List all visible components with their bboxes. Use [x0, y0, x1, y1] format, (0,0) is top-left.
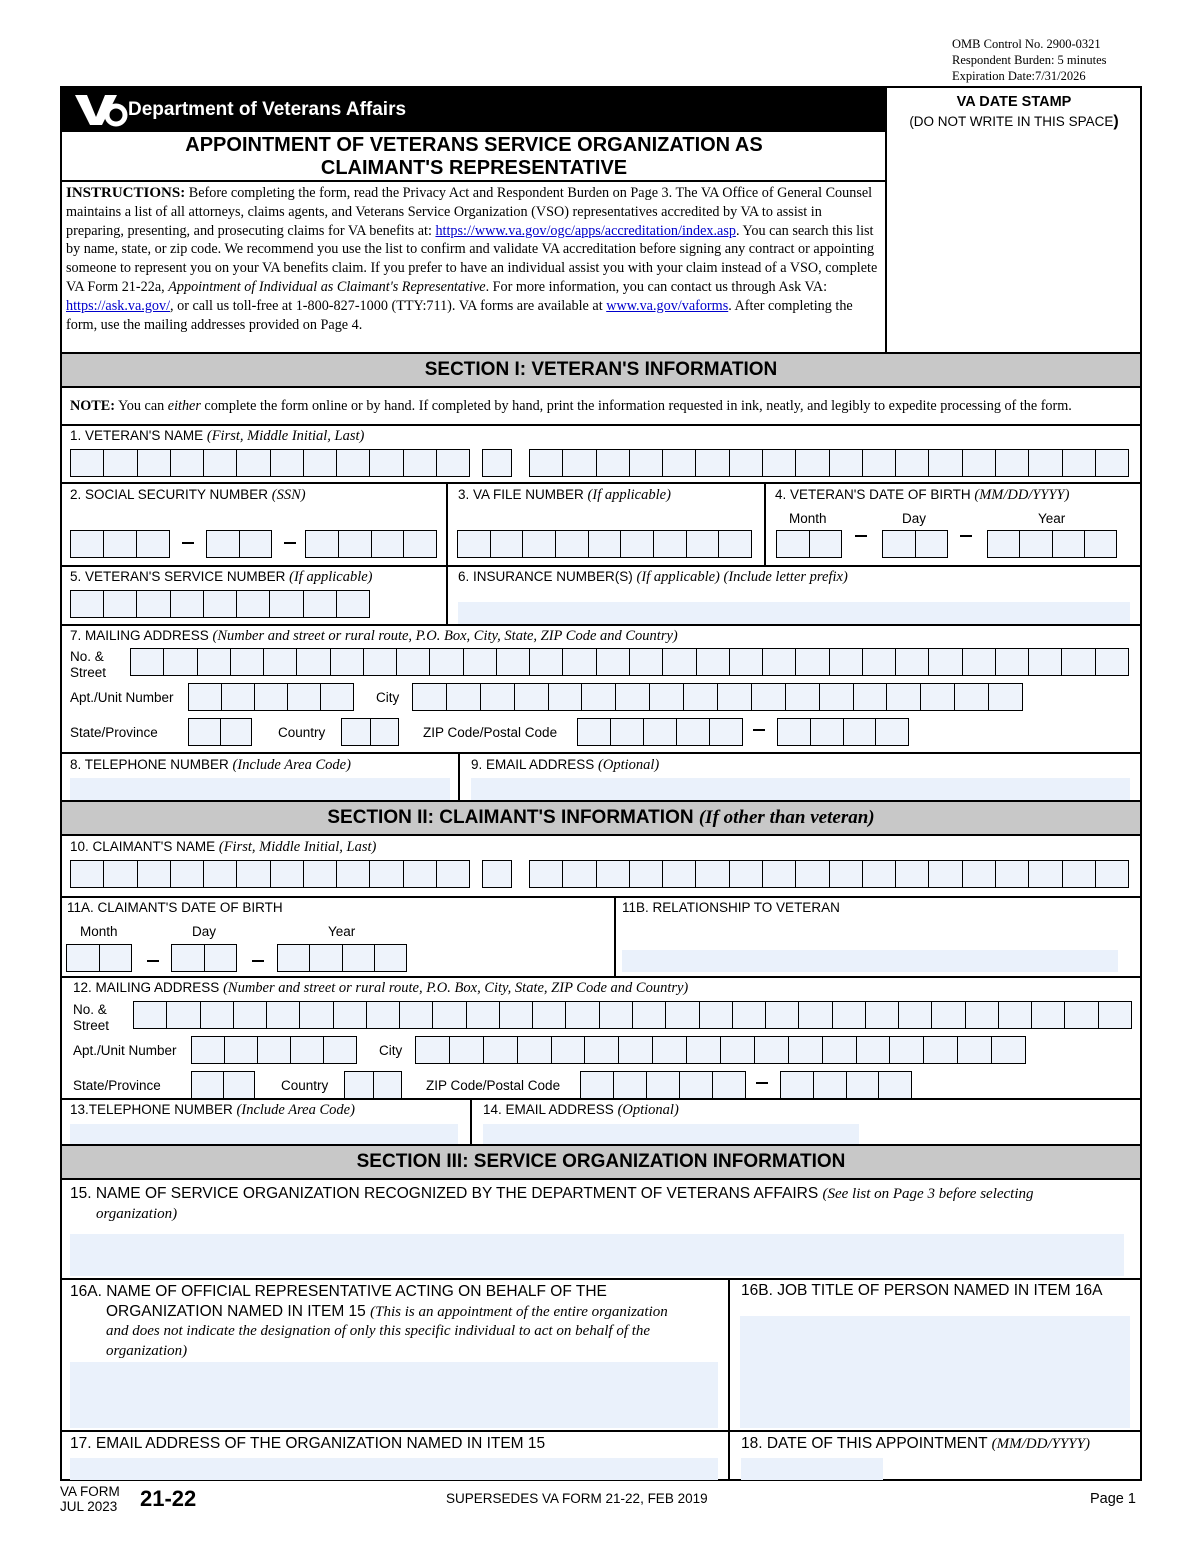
claimant-country-label: Country: [281, 1078, 329, 1093]
claimant-apt-label: Apt./Unit Number: [73, 1043, 177, 1058]
instructions-label: INSTRUCTIONS:: [66, 185, 186, 201]
agency-header-bar: [62, 88, 886, 130]
section-1-header: [62, 352, 1140, 388]
job-title-input[interactable]: [740, 1316, 1130, 1428]
agency-name: Department of Veterans Affairs: [128, 99, 407, 120]
divider: [446, 482, 448, 624]
apt-label: Apt./Unit Number: [70, 690, 174, 705]
veteran-email-input[interactable]: [471, 778, 1130, 800]
instructions-text-5: . After completing the form, use the mailing addresses provided on Page 4.: [66, 297, 853, 333]
form-title: [62, 130, 886, 182]
service-organization-input[interactable]: [70, 1234, 1124, 1276]
dash: [182, 542, 194, 544]
dob-day-label: Day: [902, 511, 927, 526]
section-1-note: [70, 398, 1072, 415]
note-either: either: [167, 398, 201, 414]
divider: [62, 482, 1140, 484]
item-9-hint: (Optional): [598, 757, 660, 773]
claimant-street-input[interactable]: [133, 1001, 1132, 1029]
veteran-street-input[interactable]: [130, 648, 1129, 676]
dash: [855, 535, 867, 537]
veteran-dob-year-input[interactable]: [987, 530, 1117, 558]
divider: [458, 752, 460, 800]
item-16a-hint-2: and does not indicate the designation of only this specific individual to act on behalf of the: [106, 1323, 651, 1339]
claimant-dob-year-input[interactable]: [277, 944, 407, 972]
relationship-input[interactable]: [622, 950, 1118, 972]
divider: [62, 1278, 1140, 1280]
item-14-text: 14. EMAIL ADDRESS: [483, 1102, 618, 1117]
claimant-zip-ext-input[interactable]: [780, 1071, 912, 1099]
claimant-email-input[interactable]: [483, 1124, 859, 1146]
claimant-zip-input[interactable]: [580, 1071, 746, 1099]
claimant-no-street-line2: Street: [73, 1018, 110, 1033]
section-3-title: SECTION III: SERVICE ORGANIZATION INFORMATION: [356, 1151, 846, 1172]
item-4-label: [775, 487, 1069, 504]
item-8-label: [70, 757, 351, 774]
note-label: NOTE:: [70, 398, 115, 414]
item-7-text: 7. MAILING ADDRESS: [70, 628, 213, 643]
instructions-text-3: . For more information, you can contact us through Ask VA:: [485, 278, 828, 295]
organization-email-input[interactable]: [70, 1458, 718, 1480]
item-16a-line2-wrap: [70, 1302, 710, 1323]
claimant-no-street-line1: No. &: [73, 1002, 107, 1017]
ssn-part3-input[interactable]: [305, 530, 437, 558]
section-1-title: SECTION I: VETERAN'S INFORMATION: [424, 359, 778, 380]
state-label: State/Province: [70, 725, 158, 740]
item-10-hint: (First, Middle Initial, Last): [218, 839, 377, 855]
item-5-hint: (If applicable): [289, 569, 373, 585]
claimant-city-input[interactable]: [415, 1036, 1026, 1064]
country-label: Country: [278, 725, 326, 740]
item-6-text: 6. INSURANCE NUMBER(S): [458, 569, 637, 584]
claimant-no-street-label: [73, 1002, 109, 1034]
ssn-part1-input[interactable]: [70, 530, 170, 558]
claimant-dob-day-label: Day: [192, 924, 217, 939]
item-12-label: [73, 980, 688, 997]
claimant-city-label: City: [379, 1043, 403, 1058]
no-street-line1: No. &: [70, 649, 104, 664]
item-4-hint: (MM/DD/YYYY): [974, 487, 1070, 503]
footer-form-id: [60, 1484, 120, 1514]
claimant-country-input[interactable]: [344, 1071, 402, 1099]
instructions: [66, 184, 880, 334]
item-15-text: 15. NAME OF SERVICE ORGANIZATION RECOGNIZED BY THE DEPARTMENT OF VETERANS AFFAIRS: [70, 1185, 823, 1202]
veteran-phone-input[interactable]: [70, 778, 450, 800]
item-11b-label: 11B. RELATIONSHIP TO VETERAN: [622, 900, 840, 915]
footer-page-number: Page 1: [1090, 1491, 1136, 1507]
ask-va-link[interactable]: https://ask.va.gov/: [66, 297, 171, 314]
divider: [62, 624, 1140, 626]
item-13-hint: (Include Area Code): [236, 1102, 355, 1118]
veteran-zip-ext-input[interactable]: [777, 718, 909, 746]
claimant-phone-input[interactable]: [70, 1124, 458, 1146]
divider: [764, 482, 766, 566]
section-2-title: SECTION II: CLAIMANT'S INFORMATION: [327, 807, 699, 828]
item-1-hint: (First, Middle Initial, Last): [206, 428, 365, 444]
divider: [614, 896, 616, 976]
footer-date: JUL 2023: [60, 1499, 118, 1514]
date-stamp-divider: [885, 88, 887, 352]
item-9-label: [471, 757, 659, 774]
dash: [252, 960, 264, 962]
item-16a-hint-3: organization): [106, 1342, 188, 1359]
claimant-dob-year-label: Year: [328, 924, 356, 939]
divider: [62, 896, 1140, 898]
divider: [62, 565, 1140, 567]
dash: [284, 542, 296, 544]
veteran-country-input[interactable]: [341, 718, 399, 746]
instructions-form-title: Appointment of Individual as Claimant's Representative: [168, 278, 486, 295]
section-2-hint: (If other than veteran): [698, 807, 875, 828]
representative-name-input[interactable]: [70, 1362, 718, 1428]
item-16a-label: [70, 1282, 710, 1361]
footer-supersedes: SUPERSEDES VA FORM 21-22, FEB 2019: [446, 1491, 708, 1506]
insurance-number-input[interactable]: [458, 602, 1130, 624]
note-text-2: complete the form online or by hand. If completed by hand, print the information requested in ink, neatly, and legibly to expedite processing of the form.: [200, 398, 1072, 414]
dash: [756, 1082, 768, 1084]
item-1-text: 1. VETERAN'S NAME: [70, 428, 207, 443]
section-3-header: [62, 1144, 1140, 1180]
veteran-zip-input[interactable]: [577, 718, 743, 746]
dash: [960, 535, 972, 537]
item-6-label: [458, 569, 848, 586]
note-text-1: You can: [114, 398, 168, 414]
veteran-apt-input[interactable]: [188, 683, 354, 711]
item-5-text: 5. VETERAN'S SERVICE NUMBER: [70, 569, 290, 584]
item-15-hint-2: organization): [96, 1206, 178, 1222]
item-13-label: [70, 1102, 355, 1119]
footer-va-form: VA FORM: [60, 1484, 120, 1499]
item-6-hint: (If applicable) (Include letter prefix): [636, 569, 848, 585]
form-title-line2: CLAIMANT'S REPRESENTATIVE: [320, 157, 628, 179]
item-4-text: 4. VETERAN'S DATE OF BIRTH: [775, 487, 975, 502]
va-logo: [72, 91, 128, 127]
claimant-first-name-input[interactable]: [70, 860, 470, 888]
omb-burden: Respondent Burden: 5 minutes: [952, 53, 1107, 67]
dob-month-label: Month: [789, 511, 827, 526]
item-8-hint: (Include Area Code): [232, 757, 351, 773]
date-stamp-title: VA DATE STAMP: [956, 94, 1072, 110]
form-title-line1: APPOINTMENT OF VETERANS SERVICE ORGANIZATION AS: [185, 134, 763, 156]
item-15-hint: (See list on Page 3 before selecting: [822, 1186, 1034, 1202]
omb-control: OMB Control No. 2900-0321: [952, 37, 1101, 51]
no-street-label: [70, 649, 106, 681]
claimant-state-input[interactable]: [191, 1071, 255, 1099]
item-3-label: [458, 487, 671, 504]
va-forms-link[interactable]: www.va.gov/vaforms: [606, 297, 729, 314]
veteran-service-number-input[interactable]: [70, 590, 370, 618]
item-5-label: [70, 569, 373, 586]
date-stamp-note-wrap: [888, 113, 1140, 131]
item-2-text: 2. SOCIAL SECURITY NUMBER: [70, 487, 272, 502]
item-9-text: 9. EMAIL ADDRESS: [471, 757, 599, 772]
claimant-state-label: State/Province: [73, 1078, 161, 1093]
item-3-hint: (If applicable): [587, 487, 671, 503]
divider: [62, 424, 1140, 426]
omb-info: [952, 36, 1107, 84]
item-13-text: 13.TELEPHONE NUMBER: [70, 1102, 237, 1117]
item-14-label: [483, 1102, 679, 1119]
item-17-label: 17. EMAIL ADDRESS OF THE ORGANIZATION NAMED IN ITEM 15: [70, 1435, 546, 1452]
item-11a-label: 11A. CLAIMANT'S DATE OF BIRTH: [67, 900, 283, 915]
item-15-label: [70, 1184, 1070, 1224]
item-1-label: [70, 428, 364, 445]
instructions-text-2: . You can search this list by name, state, or zip code. We recommend you use the list to confirm and validate VA accreditation before signing any contract or appointing someone to represent you on your VA benefits claim. If you prefer to have an individual assist you with your claim instead of a VSO, complete VA Form 21-22a,: [66, 222, 878, 295]
item-7-label: [70, 628, 678, 645]
veteran-dob-day-input[interactable]: [882, 530, 948, 558]
divider: [62, 752, 1140, 754]
item-12-hint: (Number and street or rural route, P.O. Box, City, State, ZIP Code and Country): [223, 980, 689, 996]
va-file-number-input[interactable]: [457, 530, 752, 558]
item-18-hint: (MM/DD/YYYY): [991, 1436, 1090, 1452]
no-street-line2: Street: [70, 665, 107, 680]
dash: [147, 960, 159, 962]
veteran-state-input[interactable]: [188, 718, 252, 746]
city-label: City: [376, 690, 400, 705]
claimant-dob-month-label: Month: [80, 924, 118, 939]
divider: [728, 1278, 730, 1480]
item-14-hint: (Optional): [617, 1102, 679, 1118]
item-12-text: 12. MAILING ADDRESS: [73, 980, 224, 995]
date-stamp-paren: ): [1113, 113, 1119, 130]
divider: [62, 1430, 1140, 1432]
veteran-last-name-input[interactable]: [529, 449, 1129, 477]
zip-label: ZIP Code/Postal Code: [423, 725, 558, 740]
veteran-first-name-input[interactable]: [70, 449, 470, 477]
claimant-middle-initial-input[interactable]: [482, 860, 512, 888]
item-3-text: 3. VA FILE NUMBER: [458, 487, 588, 502]
divider: [62, 976, 1140, 978]
item-8-text: 8. TELEPHONE NUMBER: [70, 757, 233, 772]
instructions-text-1: Before completing the form, read the Privacy Act and Respondent Burden on Page 3. The VA Office of General Counsel maintains a list of all attorneys, claims agents, and Veterans Service Organization (VSO) representatives accredited by VA to assist in preparing, presenting, and prosecuting claims for VA benefits at:: [66, 185, 873, 239]
divider: [470, 1098, 472, 1144]
veteran-middle-initial-input[interactable]: [482, 449, 512, 477]
claimant-dob-month-input[interactable]: [66, 944, 132, 972]
ssn-part2-input[interactable]: [206, 530, 272, 558]
item-16a-line1: 16A. NAME OF OFFICIAL REPRESENTATIVE ACTING ON BEHALF OF THE: [70, 1283, 607, 1300]
instructions-text-4: , or call us toll-free at 1-800-827-1000 (TTY:711). VA forms are available at: [170, 297, 607, 314]
date-stamp-area: [888, 94, 1140, 131]
item-10-text: 10. CLAIMANT'S NAME: [70, 839, 219, 854]
item-2-label: [70, 487, 306, 504]
item-18-text: 18. DATE OF THIS APPOINTMENT: [741, 1435, 992, 1452]
item-16b-label: 16B. JOB TITLE OF PERSON NAMED IN ITEM 16A: [741, 1282, 1103, 1299]
omb-expiration: Expiration Date:7/31/2026: [952, 69, 1086, 83]
veteran-dob-month-input[interactable]: [776, 530, 842, 558]
appointment-date-input[interactable]: [741, 1458, 883, 1480]
dash: [753, 729, 765, 731]
date-stamp-note: (DO NOT WRITE IN THIS SPACE: [909, 114, 1114, 129]
claimant-zip-label: ZIP Code/Postal Code: [426, 1078, 561, 1093]
footer-form-number: 21-22: [140, 1486, 197, 1511]
claimant-dob-day-input[interactable]: [171, 944, 237, 972]
item-7-hint: (Number and street or rural route, P.O. Box, City, State, ZIP Code and Country): [212, 628, 678, 644]
claimant-last-name-input[interactable]: [529, 860, 1129, 888]
section-2-header: [62, 800, 1140, 836]
item-16a-line2: ORGANIZATION NAMED IN ITEM 15: [106, 1302, 371, 1320]
dob-year-label: Year: [1038, 511, 1066, 526]
ogc-accreditation-link[interactable]: https://www.va.gov/ogc/apps/accreditation/index.asp: [435, 222, 736, 239]
item-16a-hint-1: (This is an appointment of the entire organization: [370, 1303, 668, 1320]
divider: [62, 1098, 1140, 1100]
item-18-label: [741, 1435, 1090, 1453]
item-10-label: [70, 839, 376, 856]
item-2-hint: (SSN): [271, 487, 306, 503]
veteran-city-input[interactable]: [412, 683, 1023, 711]
claimant-apt-input[interactable]: [191, 1036, 357, 1064]
